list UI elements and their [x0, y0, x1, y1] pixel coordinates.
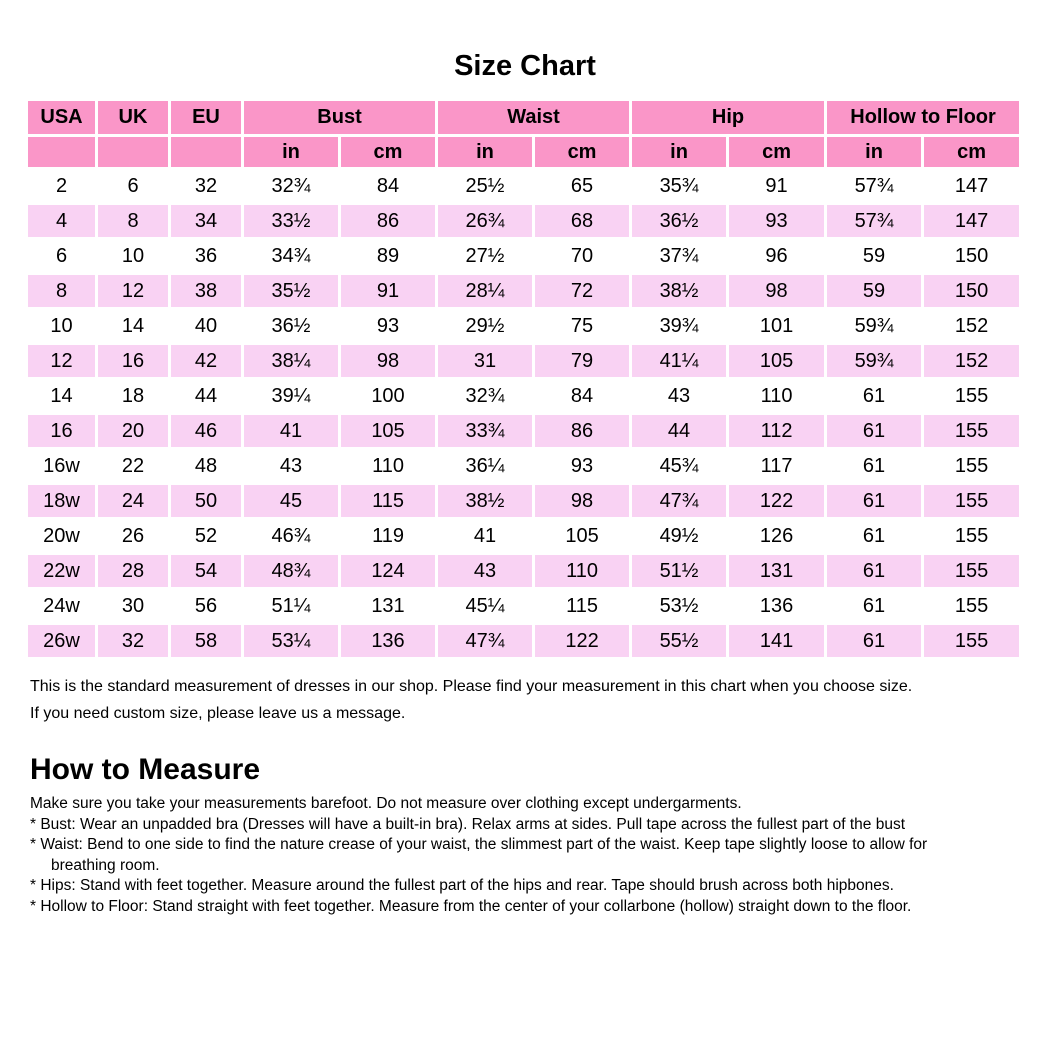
size-cell: 12	[28, 345, 95, 377]
size-cell: 115	[535, 590, 629, 622]
size-cell: 37¾	[632, 240, 726, 272]
size-cell: 65	[535, 170, 629, 202]
size-cell: 61	[827, 450, 921, 482]
size-cell: 32¾	[438, 380, 532, 412]
size-cell: 105	[535, 520, 629, 552]
size-cell: 36½	[632, 205, 726, 237]
size-cell: 41	[438, 520, 532, 552]
size-cell: 35¾	[632, 170, 726, 202]
size-cell: 36½	[244, 310, 338, 342]
size-cell: 30	[98, 590, 168, 622]
table-row	[28, 555, 1019, 587]
size-cell: 155	[924, 625, 1019, 657]
size-cell: 59	[827, 275, 921, 307]
size-cell: 136	[341, 625, 435, 657]
size-cell: 6	[28, 240, 95, 272]
size-cell: 33½	[244, 205, 338, 237]
size-cell: 42	[171, 345, 241, 377]
size-cell: 75	[535, 310, 629, 342]
size-cell: 59¾	[827, 310, 921, 342]
column-header-uk: UK	[98, 101, 168, 134]
size-cell: 141	[729, 625, 824, 657]
size-cell: 53½	[632, 590, 726, 622]
size-cell: 51¼	[244, 590, 338, 622]
size-cell: 45¼	[438, 590, 532, 622]
size-cell: 47¾	[438, 625, 532, 657]
size-cell: 124	[341, 555, 435, 587]
size-cell: 68	[535, 205, 629, 237]
size-cell: 6	[98, 170, 168, 202]
size-cell: 8	[98, 205, 168, 237]
size-cell: 136	[729, 590, 824, 622]
size-cell: 105	[729, 345, 824, 377]
measure-intro-line: Make sure you take your measurements barefoot. Do not measure over clothing except undergarments.	[30, 795, 742, 812]
size-cell: 46	[171, 415, 241, 447]
size-chart-page	[0, 50, 1050, 918]
size-cell: 18	[98, 380, 168, 412]
size-cell: 54	[171, 555, 241, 587]
size-cell: 38¼	[244, 345, 338, 377]
table-row	[28, 625, 1019, 657]
size-notes	[30, 673, 1050, 727]
size-cell: 50	[171, 485, 241, 517]
size-cell: 34¾	[244, 240, 338, 272]
size-cell: 32¾	[244, 170, 338, 202]
size-cell: 105	[341, 415, 435, 447]
table-row	[28, 415, 1019, 447]
group-header-hip: Hip	[632, 101, 824, 134]
size-cell: 40	[171, 310, 241, 342]
unit-header-waist-in: in	[438, 137, 532, 167]
size-cell: 45¾	[632, 450, 726, 482]
size-cell: 117	[729, 450, 824, 482]
size-cell: 126	[729, 520, 824, 552]
size-cell: 41¼	[632, 345, 726, 377]
size-cell: 61	[827, 555, 921, 587]
size-cell: 56	[171, 590, 241, 622]
size-cell: 93	[729, 205, 824, 237]
size-cell: 61	[827, 380, 921, 412]
size-cell: 122	[729, 485, 824, 517]
table-row	[28, 590, 1019, 622]
size-cell: 52	[171, 520, 241, 552]
size-cell: 96	[729, 240, 824, 272]
size-cell: 53¼	[244, 625, 338, 657]
size-cell: 70	[535, 240, 629, 272]
size-cell: 44	[632, 415, 726, 447]
size-cell: 61	[827, 415, 921, 447]
size-cell: 72	[535, 275, 629, 307]
size-cell: 25½	[438, 170, 532, 202]
size-cell: 34	[171, 205, 241, 237]
size-cell: 14	[28, 380, 95, 412]
table-row	[28, 380, 1019, 412]
size-cell: 24	[98, 485, 168, 517]
unit-header-bust-in: in	[244, 137, 338, 167]
size-cell: 48	[171, 450, 241, 482]
note-line: This is the standard measurement of dresses in our shop. Please find your measurement in this chart when you choose size.	[30, 678, 913, 695]
group-header-hollow-to-floor: Hollow to Floor	[827, 101, 1019, 134]
size-cell: 89	[341, 240, 435, 272]
size-cell: 101	[729, 310, 824, 342]
size-cell: 147	[924, 205, 1019, 237]
size-cell: 26	[98, 520, 168, 552]
measure-waist-line-continued: breathing room.	[51, 856, 160, 874]
size-cell: 38½	[632, 275, 726, 307]
column-header-eu: EU	[171, 101, 241, 134]
size-cell: 38½	[438, 485, 532, 517]
table-row	[28, 205, 1019, 237]
size-cell: 110	[341, 450, 435, 482]
size-cell: 33¾	[438, 415, 532, 447]
size-cell: 32	[98, 625, 168, 657]
table-row	[28, 345, 1019, 377]
size-cell: 155	[924, 520, 1019, 552]
size-cell: 39¼	[244, 380, 338, 412]
size-cell: 14	[98, 310, 168, 342]
table-header-row-units	[28, 137, 1019, 167]
size-cell: 36	[171, 240, 241, 272]
size-cell: 147	[924, 170, 1019, 202]
size-cell: 16	[28, 415, 95, 447]
size-cell: 28¼	[438, 275, 532, 307]
size-cell: 152	[924, 310, 1019, 342]
size-cell: 55½	[632, 625, 726, 657]
how-to-measure-heading: How to Measure	[30, 753, 261, 786]
size-cell: 86	[341, 205, 435, 237]
size-cell: 22w	[28, 555, 95, 587]
size-cell: 36¼	[438, 450, 532, 482]
size-cell: 43	[438, 555, 532, 587]
size-cell: 26¾	[438, 205, 532, 237]
size-cell: 59¾	[827, 345, 921, 377]
size-cell: 98	[729, 275, 824, 307]
size-cell: 155	[924, 555, 1019, 587]
size-cell: 57¾	[827, 170, 921, 202]
size-cell: 45	[244, 485, 338, 517]
size-cell: 27½	[438, 240, 532, 272]
size-cell: 44	[171, 380, 241, 412]
size-cell: 49½	[632, 520, 726, 552]
size-cell: 155	[924, 450, 1019, 482]
unit-header-hip-cm: cm	[729, 137, 824, 167]
size-cell: 79	[535, 345, 629, 377]
table-row	[28, 170, 1019, 202]
group-header-bust: Bust	[244, 101, 435, 134]
column-header-usa: USA	[28, 101, 95, 134]
size-cell: 24w	[28, 590, 95, 622]
size-cell: 110	[535, 555, 629, 587]
unit-header-hollow-cm: cm	[924, 137, 1019, 167]
page-title: Size Chart	[454, 50, 596, 82]
size-cell: 20w	[28, 520, 95, 552]
unit-spacer-cell	[171, 137, 241, 167]
size-cell: 155	[924, 415, 1019, 447]
size-cell: 86	[535, 415, 629, 447]
unit-header-hollow-in: in	[827, 137, 921, 167]
size-cell: 112	[729, 415, 824, 447]
size-cell: 10	[28, 310, 95, 342]
table-row	[28, 520, 1019, 552]
size-cell: 4	[28, 205, 95, 237]
size-cell: 18w	[28, 485, 95, 517]
how-to-measure-instructions	[30, 794, 1035, 918]
size-cell: 8	[28, 275, 95, 307]
size-cell: 57¾	[827, 205, 921, 237]
size-cell: 22	[98, 450, 168, 482]
size-cell: 29½	[438, 310, 532, 342]
size-cell: 150	[924, 240, 1019, 272]
table-header-row-groups	[28, 101, 1019, 134]
size-cell: 61	[827, 485, 921, 517]
size-cell: 26w	[28, 625, 95, 657]
size-cell: 43	[244, 450, 338, 482]
unit-spacer-cell	[28, 137, 95, 167]
table-row	[28, 240, 1019, 272]
size-cell: 61	[827, 590, 921, 622]
group-header-waist: Waist	[438, 101, 629, 134]
unit-header-bust-cm: cm	[341, 137, 435, 167]
table-row	[28, 485, 1019, 517]
size-cell: 155	[924, 485, 1019, 517]
table-header	[28, 101, 1019, 167]
unit-header-hip-in: in	[632, 137, 726, 167]
size-cell: 35½	[244, 275, 338, 307]
unit-spacer-cell	[98, 137, 168, 167]
size-cell: 61	[827, 625, 921, 657]
size-cell: 51½	[632, 555, 726, 587]
size-cell: 46¾	[244, 520, 338, 552]
size-cell: 12	[98, 275, 168, 307]
size-cell: 2	[28, 170, 95, 202]
size-cell: 48¾	[244, 555, 338, 587]
size-cell: 58	[171, 625, 241, 657]
size-cell: 152	[924, 345, 1019, 377]
size-cell: 98	[535, 485, 629, 517]
measure-hollow-line: * Hollow to Floor: Stand straight with feet together. Measure from the center of your collarbone (hollow) straight down to the floor.	[30, 897, 912, 915]
unit-header-waist-cm: cm	[535, 137, 629, 167]
size-cell: 119	[341, 520, 435, 552]
size-cell: 59	[827, 240, 921, 272]
size-cell: 91	[729, 170, 824, 202]
size-cell: 155	[924, 590, 1019, 622]
measure-hips-line: * Hips: Stand with feet together. Measure around the fullest part of the hips and rear. Tape should brush across both hipbones.	[30, 877, 894, 895]
size-cell: 84	[535, 380, 629, 412]
size-cell: 61	[827, 520, 921, 552]
size-cell: 43	[632, 380, 726, 412]
size-cell: 39¾	[632, 310, 726, 342]
note-line: If you need custom size, please leave us a message.	[30, 705, 406, 722]
table-row	[28, 450, 1019, 482]
size-cell: 98	[341, 345, 435, 377]
size-cell: 28	[98, 555, 168, 587]
size-cell: 31	[438, 345, 532, 377]
size-cell: 93	[535, 450, 629, 482]
size-cell: 41	[244, 415, 338, 447]
size-cell: 122	[535, 625, 629, 657]
size-cell: 16w	[28, 450, 95, 482]
size-cell: 110	[729, 380, 824, 412]
size-cell: 10	[98, 240, 168, 272]
size-cell: 20	[98, 415, 168, 447]
table-row	[28, 310, 1019, 342]
size-cell: 16	[98, 345, 168, 377]
table-row	[28, 275, 1019, 307]
size-cell: 100	[341, 380, 435, 412]
size-cell: 155	[924, 380, 1019, 412]
size-cell: 84	[341, 170, 435, 202]
table-body	[28, 170, 1019, 657]
size-cell: 115	[341, 485, 435, 517]
size-cell: 47¾	[632, 485, 726, 517]
size-cell: 131	[341, 590, 435, 622]
size-cell: 150	[924, 275, 1019, 307]
measure-bust-line: * Bust: Wear an unpadded bra (Dresses will have a built-in bra). Relax arms at sides. Pull tape across the fullest part of the bust	[30, 815, 906, 833]
size-chart-table	[25, 98, 1022, 660]
size-cell: 91	[341, 275, 435, 307]
size-cell: 131	[729, 555, 824, 587]
size-cell: 93	[341, 310, 435, 342]
measure-waist-line: * Waist: Bend to one side to find the nature crease of your waist, the slimmest part of the waist. Keep tape slightly loose to allow for	[30, 836, 928, 854]
size-cell: 38	[171, 275, 241, 307]
size-cell: 32	[171, 170, 241, 202]
